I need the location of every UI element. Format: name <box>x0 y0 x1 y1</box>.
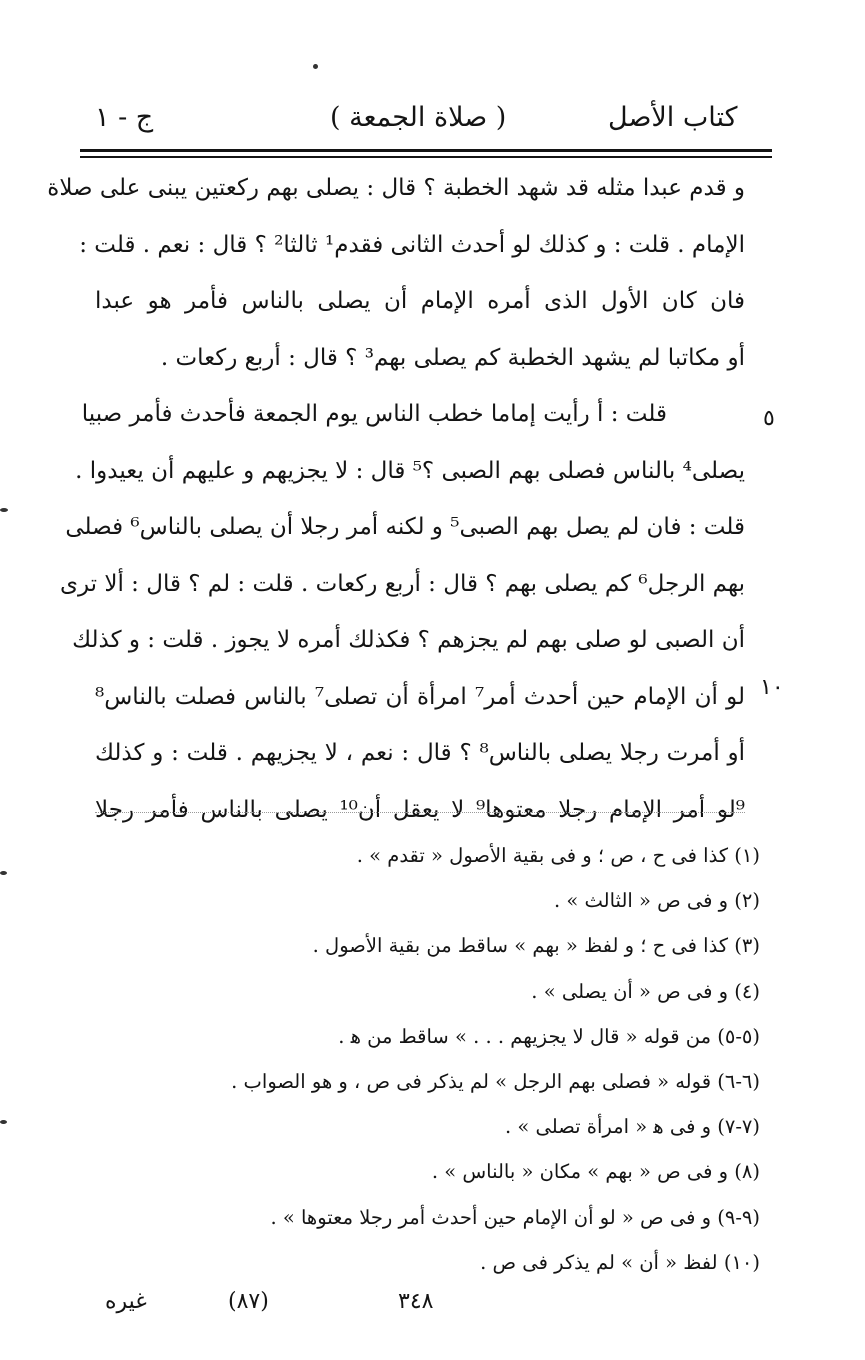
footnote: (٦-٦) قوله « فصلى بهم الرجل » لم يذكر فى ص ، و هو الصواب . <box>231 1069 760 1093</box>
footnotes <box>150 833 760 1285</box>
text-line: بهم الرجل⁶ كم يصلى بهم ؟ قال : أربع ركعات . قلت : لم ؟ قال : ألا ترى <box>59 570 745 597</box>
footnote: (٧-٧) و فى ﻫ « امرأة تصلى » . <box>504 1115 760 1139</box>
scan-speck <box>313 64 318 69</box>
text-line: أو مكاتبا لم يشهد الخطبة كم يصلى بهم³ ؟ قال : أربع ركعات . <box>160 344 745 371</box>
header-rule-thick <box>80 149 772 152</box>
part-number: (٨٧) <box>228 1289 269 1314</box>
footnote-separator <box>95 812 745 813</box>
text-line: و قدم عبدا مثله قد شهد الخطبة ؟ قال : يصلى بهم ركعتين يبنى على صلاة <box>47 175 745 201</box>
volume-label: ج - ١ <box>95 102 154 133</box>
footnote: (٥-٥) من قوله « قال لا يجزيهم . . . » ساقط من ﻫ . <box>338 1024 760 1048</box>
footnote: (٤) و فى ص « أن يصلى » . <box>531 979 760 1003</box>
footnote: (٩-٩) و فى ص « لو أن الإمام حين أحدث أمر رجلا معتوها » . <box>270 1205 760 1229</box>
footnote: (١) كذا فى ح ، ص ؛ و فى بقية الأصول « تقدم » . <box>356 844 760 867</box>
text-line: قلت : فان لم يصل بهم الصبى⁵ و لكنه أمر رجلا أن يصلى بالناس⁶ فصلى <box>65 514 745 540</box>
line-number-5: ٥ <box>763 406 775 431</box>
book-title: كتاب الأصل <box>608 102 738 133</box>
scan-speck <box>0 1120 7 1124</box>
line-number-10: ١٠ <box>760 675 784 700</box>
text-line: لو أن الإمام حين أحدث أمر⁷ امرأة أن تصلى⁷ بالناس فصلت بالناس⁸ <box>95 683 745 710</box>
header-rule-thin <box>80 156 772 158</box>
page-number: ٣٤٨ <box>398 1289 434 1314</box>
footnote: (١٠) لفظ « أن » لم يذكر فى ص . <box>480 1250 760 1274</box>
main-text <box>47 160 745 838</box>
scan-speck <box>0 508 8 512</box>
text-line: قلت : أ رأيت إماما خطب الناس يوم الجمعة فأحدث فأمر صبيا <box>81 401 667 427</box>
text-line: الإمام . قلت : و كذلك لو أحدث الثانى فقدم¹ ثالثا² ؟ قال : نعم . قلت : <box>79 231 745 258</box>
text-line: ⁹لو أمر الإمام رجلا معتوها⁹ لا يعقل أن¹⁰ يصلى بالناس فأمر رجلا <box>95 796 745 823</box>
footnote: (٣) كذا فى ح ؛ و لفظ « بهم » ساقط من بقية الأصول . <box>312 934 760 958</box>
footnote: (٨) و فى ص « بهم » مكان « بالناس » . <box>431 1160 760 1184</box>
chapter-heading: ( صلاة الجمعة ) <box>330 102 507 133</box>
footnote: (٢) و فى ص « الثالث » . <box>554 889 760 913</box>
text-line: فان كان الأول الذى أمره الإمام أن يصلى بالناس فأمر هو عبدا <box>95 288 745 314</box>
text-line: أو أمرت رجلا يصلى بالناس⁸ ؟ قال : نعم ، لا يجزيهم . قلت : و كذلك <box>95 740 745 766</box>
text-line: أن الصبى لو صلى بهم لم يجزهم ؟ فكذلك أمره لا يجوز . قلت : و كذلك <box>72 627 745 653</box>
scan-speck <box>0 871 7 875</box>
catchword: غيره <box>105 1289 147 1314</box>
text-line: يصلى⁴ بالناس فصلى بهم الصبى ؟⁵ قال : لا يجزيهم و عليهم أن يعيدوا . <box>75 457 745 484</box>
